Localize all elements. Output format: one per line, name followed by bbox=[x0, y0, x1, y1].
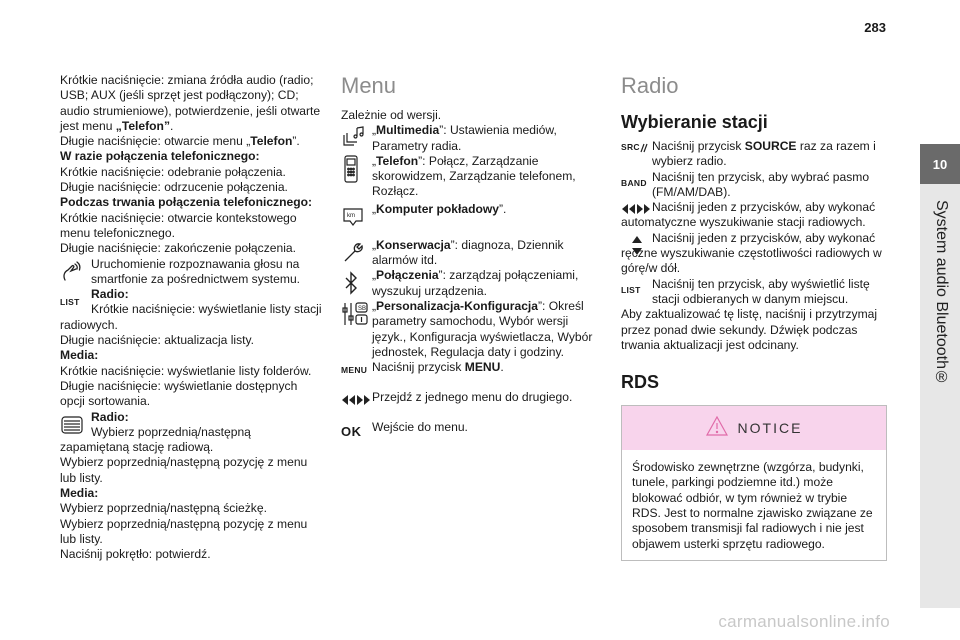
rds-heading: RDS bbox=[621, 372, 660, 393]
trip-computer-icon bbox=[341, 202, 372, 232]
station-list-row: LIST Naciśnij ten przycisk, aby wyświetlić listę stacji odbieranych w danym miejscu. bbox=[621, 276, 870, 306]
paragraph-source-long: Długie naciśnięcie: otwarcie menu „Telefon”. bbox=[60, 134, 300, 149]
list-row bbox=[60, 287, 322, 333]
notice-box bbox=[621, 405, 887, 561]
column-middle bbox=[341, 73, 603, 442]
page-number: 283 bbox=[864, 20, 886, 35]
left-right-arrows-icon bbox=[341, 390, 372, 410]
chapter-label: System audio Bluetooth® bbox=[933, 200, 950, 386]
menu-item-telefon: „Telefon”: Połącz, Zarządzanie skorowidzem, Zarządzanie telefonem, Rozłącz. bbox=[341, 154, 603, 200]
wheel-media-text2: Wybierz poprzednią/następną pozycję z menu lub listy. bbox=[60, 516, 308, 546]
manual-search-row: Naciśnij jeden z przycisków, aby wykonać ręczne wyszukiwanie częstotliwości radiowych w górę/w dół. bbox=[621, 230, 882, 276]
svg-text:km: km bbox=[347, 212, 355, 219]
text-during-long: Długie naciśnięcie: zakończenie połączenia. bbox=[60, 241, 296, 256]
voice-row bbox=[60, 257, 322, 288]
voice-recognition-icon bbox=[60, 257, 91, 287]
auto-search-row: Naciśnij jeden z przycisków, aby wykonać automatyczne wyszukiwanie stacji radiowych. bbox=[621, 200, 876, 230]
list-radio-heading: Radio: bbox=[91, 287, 129, 302]
notice-title: NOTICE bbox=[737, 419, 803, 436]
list-radio-short: Krótkie naciśnięcie: wyświetlanie listy stacji radiowych. bbox=[60, 302, 322, 332]
multimedia-icon bbox=[341, 123, 372, 153]
menu-item-multimedia: „Multimedia”: Ustawienia mediów, Parametry radia. bbox=[341, 123, 603, 154]
list-button-icon: LIST bbox=[621, 285, 641, 296]
list-button-icon: LIST bbox=[60, 296, 80, 307]
phone-icon bbox=[341, 154, 372, 184]
list-media-heading: Media: bbox=[60, 348, 99, 363]
menu-item-polaczenia: „Połączenia”: zarządzaj połączeniami, wyszukuj urządzenia. bbox=[341, 268, 603, 299]
update-text: Aby zaktualizować tę listę, naciśnij i przytrzymaj przez ponad dwie sekundy. Dźwięk podczas trwania aktualizacji jest odcinany. bbox=[621, 307, 878, 352]
column-right bbox=[621, 73, 887, 561]
menu-item-konserwacja: „Konserwacja”: diagnoza, Dziennik alarmów itd. bbox=[341, 238, 603, 269]
menu-heading: Menu bbox=[341, 73, 397, 98]
wheel-media-text: Wybierz poprzednią/następną ścieżkę. bbox=[60, 501, 267, 516]
column-left bbox=[60, 73, 322, 563]
arrows-row: Przejdź z jednego menu do drugiego. bbox=[341, 390, 603, 410]
notice-text: Środowisko zewnętrzne (wzgórza, budynki, tunele, parkingi podziemne itd.) może blokować odbiór, w tym również w trybie RDS. Jest to normalne zjawisko związane ze sposobem transmisji fal radiowych i nie jest objawem usterki sprzętu radiowego. bbox=[632, 460, 873, 551]
settings-sliders-icon bbox=[341, 299, 372, 329]
wheel-press-text: Naciśnij pokrętło: potwierdź. bbox=[60, 547, 211, 562]
wheel-radio-text2: Wybierz poprzednią/następną pozycję z menu lub listy. bbox=[60, 455, 308, 485]
paragraph-source-short: Krótkie naciśnięcie: zmiana źródła audio (radio; USB; AUX (jeśli sprzęt jest podłączony); CD; audio strumieniowe), potwierdzenie, jeśli otwarte jest menu „Telefon”. bbox=[60, 73, 321, 133]
notice-header bbox=[622, 406, 886, 450]
text-during-short: Krótkie naciśnięcie: otwarcie kontekstowego menu telefonicznego. bbox=[60, 210, 297, 240]
ok-row: OK Wejście do menu. bbox=[341, 420, 603, 442]
ok-button-icon: OK bbox=[341, 423, 362, 439]
wrench-icon bbox=[341, 238, 372, 268]
heading-during-call: Podczas trwania połączenia telefonicznego: bbox=[60, 195, 313, 210]
source-button-icon: SRC bbox=[621, 139, 652, 157]
station-selection-heading: Wybieranie stacji bbox=[621, 112, 768, 132]
heading-incoming-call: W razie połączenia telefonicznego: bbox=[60, 149, 260, 164]
bluetooth-icon bbox=[341, 268, 372, 298]
list-media-long: Długie naciśnięcie: wyświetlanie dostępnych opcji sortowania. bbox=[60, 378, 298, 409]
svg-text:SB: SB bbox=[358, 305, 367, 312]
menu-intro: Zależnie od wersji. bbox=[341, 108, 442, 122]
wheel-media-heading: Media: bbox=[60, 486, 99, 501]
band-button-icon: BAND bbox=[621, 177, 647, 188]
watermark: carmanualsonline.info bbox=[718, 612, 890, 631]
menu-item-komputer: km „Komputer pokładowy”. bbox=[341, 202, 603, 232]
radio-heading: Radio bbox=[621, 73, 679, 98]
text-call-long: Długie naciśnięcie: odrzucenie połączenia. bbox=[60, 180, 288, 195]
menu-button-icon: MENU bbox=[341, 364, 368, 375]
chapter-number: 10 bbox=[920, 144, 960, 184]
text-call-short: Krótkie naciśnięcie: odebranie połączenia. bbox=[60, 164, 286, 179]
menu-item-personalizacja: SB „Personalizacja-Konfiguracja”: Określ parametry samochodu, Wybór wersji język., Konfiguracja wyświetlacza, Wybór jednostek, Regulacja daty i godziny. bbox=[341, 299, 603, 360]
wheel-radio-heading: Radio: bbox=[91, 409, 129, 424]
wheel-radio-text: Wybierz poprzednią/następną zapamiętaną stację radiową. bbox=[60, 424, 251, 455]
list-media-short: Krótkie naciśnięcie: wyświetlanie listy folderów. bbox=[60, 363, 312, 378]
voice-text: Uruchomienie rozpoznawania głosu na smartfonie za pośrednictwem systemu. bbox=[91, 256, 301, 286]
wheel-row bbox=[60, 410, 322, 456]
warning-icon bbox=[706, 416, 728, 440]
list-radio-long: Długie naciśnięcie: aktualizacja listy. bbox=[60, 333, 255, 348]
src-row: SRC Naciśnij przycisk SOURCE raz za razem i wybierz radio. bbox=[621, 139, 876, 169]
band-row: BAND Naciśnij ten przycisk, aby wybrać pasmo (FM/AM/DAB). bbox=[621, 169, 870, 199]
menu-button-row: MENU Naciśnij przycisk MENU. bbox=[341, 360, 603, 380]
